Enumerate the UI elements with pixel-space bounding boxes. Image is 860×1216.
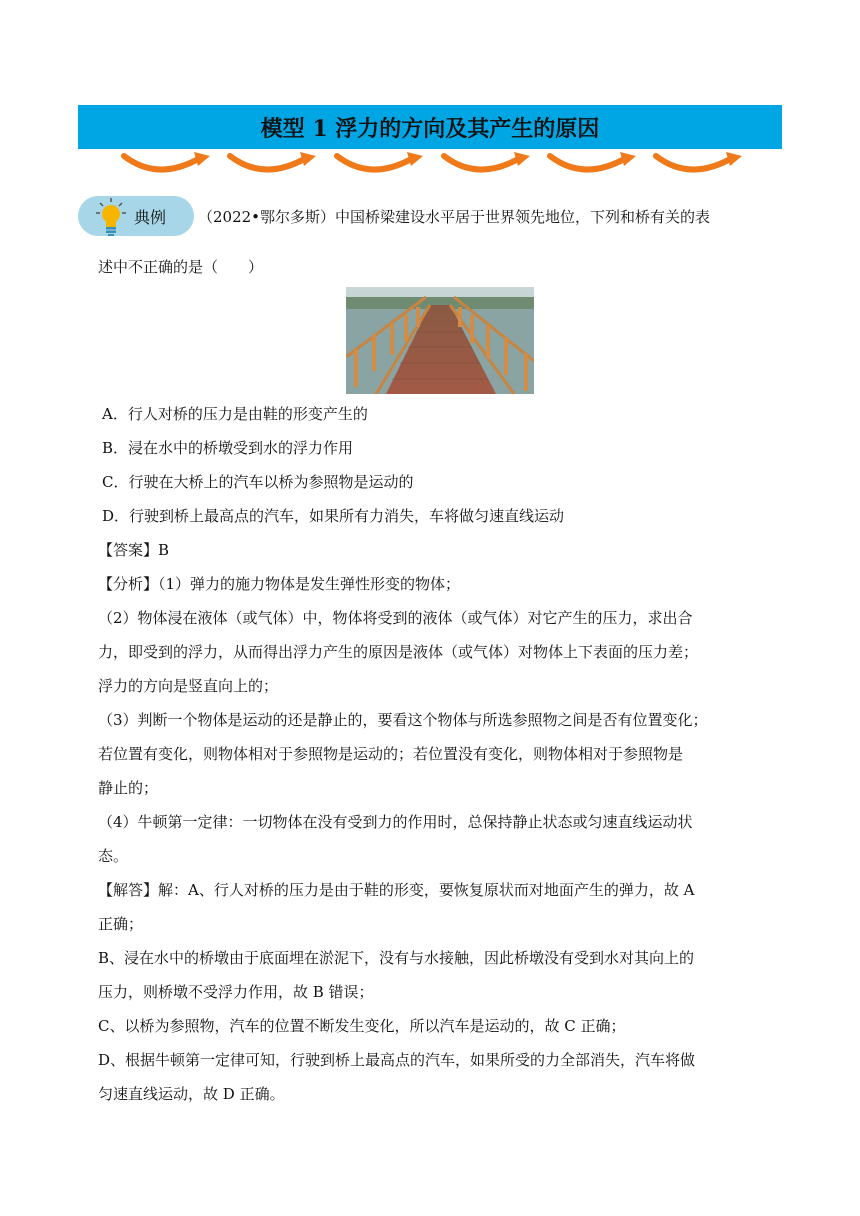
question-line: （2022•鄂尔多斯）中国桥梁建设水平居于世界领先地位，下列和桥有关的表 (198, 208, 711, 226)
bridge-photo (346, 287, 534, 394)
answer: 【答案】B (98, 541, 170, 559)
section-title-bar (78, 105, 782, 149)
analysis-line: 【分析】（1）弹力的施力物体是发生弹性形变的物体； (98, 575, 461, 593)
analysis-line: 浮力的方向是竖直向上的； (98, 677, 279, 695)
curved-arrow-icon (444, 152, 530, 170)
solution-line: 【解答】解：A、行人对桥的压力是由于鞋的形变，要恢复原状而对地面产生的弹力，故 A (98, 881, 695, 899)
solution-line: 匀速直线运动，故 D 正确。 (98, 1085, 285, 1103)
curved-arrow-icon (656, 152, 742, 170)
curved-arrow-icon (550, 152, 636, 170)
option-d: D．行驶到桥上最高点的汽车，如果所有力消失，车将做匀速直线运动 (102, 507, 565, 525)
analysis-line: （3）判断一个物体是运动的还是静止的，要看这个物体与所选参照物之间是否有位置变化； (98, 711, 708, 729)
curved-arrow-icon (230, 152, 316, 170)
analysis-line: （2）物体浸在液体（或气体）中，物体将受到的液体（或气体）对它产生的压力，求出合 (98, 609, 693, 627)
analysis-line: 静止的； (98, 779, 159, 797)
example-label: 典例 (134, 208, 167, 227)
solution-line: C、以桥为参照物，汽车的位置不断发生变化，所以汽车是运动的，故 C 正确； (98, 1017, 626, 1035)
option-c: C．行驶在大桥上的汽车以桥为参照物是运动的 (102, 473, 414, 491)
section-title: 模型 1 浮力的方向及其产生的原因 (260, 115, 600, 142)
analysis-line: 力，即受到的浮力，从而得出浮力产生的原因是液体（或气体）对物体上下表面的压力差； (98, 643, 699, 661)
analysis-line: （4）牛顿第一定律：一切物体在没有受到力的作用时，总保持静止状态或匀速直线运动状 (98, 813, 693, 831)
example-badge (78, 196, 194, 236)
question-line: 述中不正确的是（ ） (98, 258, 264, 276)
lightbulb-icon (96, 197, 126, 237)
curved-arrow-icon (124, 152, 210, 170)
curved-arrow-icon (337, 152, 423, 170)
analysis-line: 态。 (98, 847, 129, 865)
solution-line: B、浸在水中的桥墩由于底面埋在淤泥下，没有与水接触，因此桥墩没有受到水对其向上的 (98, 949, 695, 967)
option-b: B．浸在水中的桥墩受到水的浮力作用 (102, 439, 354, 457)
decorative-arrows (118, 150, 748, 182)
solution-line: 压力，则桥墩不受浮力作用，故 B 错误； (98, 983, 374, 1001)
solution-line: D、根据牛顿第一定律可知，行驶到桥上最高点的汽车，如果所受的力全部消失，汽车将做 (98, 1051, 696, 1069)
analysis-line: 若位置有变化，则物体相对于参照物是运动的；若位置没有变化，则物体相对于参照物是 (98, 745, 684, 763)
option-a: A．行人对桥的压力是由鞋的形变产生的 (102, 405, 368, 423)
solution-line: 正确； (98, 915, 144, 933)
